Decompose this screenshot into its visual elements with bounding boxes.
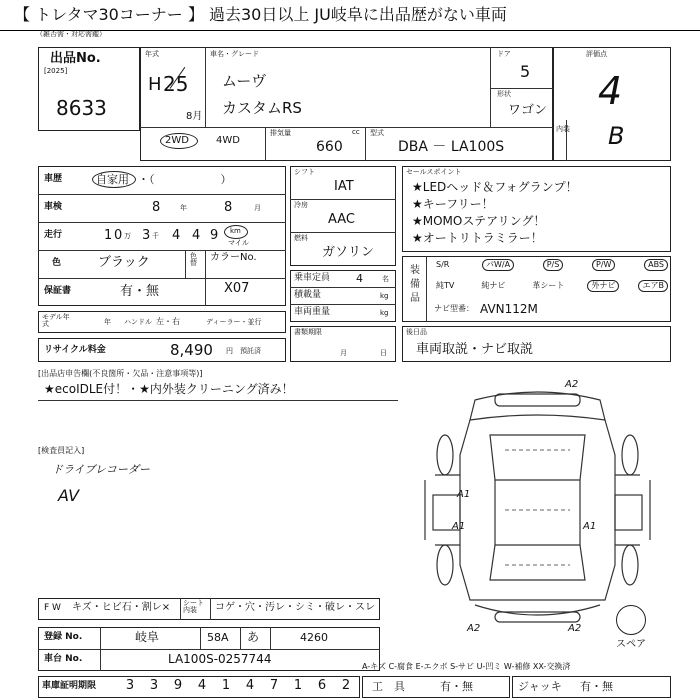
aircon-label: 冷房 — [294, 201, 308, 209]
shift-label: シフト — [294, 168, 315, 176]
cert-digit: 4 — [245, 678, 255, 693]
registration-kana: あ — [247, 630, 260, 644]
inspector-label: [検査員記入] — [38, 446, 85, 455]
shape-value: ワゴン — [508, 103, 548, 118]
sales-points-label: セールスポイント — [406, 168, 462, 176]
history-rest: ・（ ） — [138, 173, 232, 186]
doors-label: ドア — [497, 50, 511, 58]
sales-point-3: ★MOMOステアリング！ — [412, 214, 546, 228]
warranty-value: 有・無 — [120, 284, 160, 299]
type-label: 型式 — [370, 129, 384, 137]
car-diagram — [405, 380, 670, 640]
fw-label: F W — [44, 603, 61, 613]
damage-mark-2: A1 — [452, 521, 466, 532]
registration-region: 岐阜 — [135, 630, 160, 644]
history-selected: 自家用 — [96, 173, 129, 186]
cert-digit: 2 — [341, 678, 351, 693]
equip-tv: 純TV — [436, 281, 455, 290]
equipment-row2 — [432, 280, 668, 292]
cert-digit: 4 — [197, 678, 207, 693]
shaken-year: 8 — [152, 200, 161, 215]
cert-digit: 1 — [293, 678, 303, 693]
header-note: （雑否需・対応需鑑） — [36, 30, 106, 38]
mileage-label: 走行 — [44, 230, 63, 240]
equip-abs: ABS — [644, 259, 668, 271]
fw-value: キズ・ヒビ石・割レ× — [72, 602, 171, 613]
color-code: X07 — [224, 281, 250, 296]
registration-label: 登録 No. — [44, 632, 83, 642]
cert-label: 車庫証明期限 — [42, 681, 97, 691]
displacement-unit: cc — [352, 128, 360, 136]
mileage-u2: 千 — [152, 232, 159, 240]
drive-4wd: 4WD — [216, 135, 240, 146]
seat-label: シート内装 — [183, 599, 204, 614]
lot-year-tag: [2025] — [44, 67, 68, 75]
color-label: 色 — [52, 258, 62, 268]
recycle-value: 8,490 — [170, 341, 213, 359]
score-label: 評価点 — [586, 50, 607, 58]
navi-value: AVN112M — [480, 302, 538, 316]
damage-mark-4: A2 — [565, 379, 579, 390]
cert-digit: 9 — [173, 678, 183, 693]
mileage-d5: 4 — [192, 228, 201, 243]
weight-label: 車両重量 — [294, 307, 331, 317]
load-unit: kg — [380, 292, 389, 300]
equip-ext-navi: 外ナビ — [587, 280, 619, 292]
model-row-handle: ハンドル — [124, 318, 152, 326]
capacity-value: 4 — [356, 272, 363, 285]
cert-digits — [118, 678, 358, 693]
equip-leather: 革シート — [532, 281, 565, 290]
cert-digit: 7 — [269, 678, 279, 693]
year-month: 8月 — [186, 111, 203, 122]
jack-value: 有・無 — [580, 680, 613, 693]
recycle-note: 預託済 — [240, 347, 261, 355]
equipment-row1 — [432, 259, 668, 271]
doc-deadline-day: 日 — [380, 349, 387, 357]
model-name: ムーヴ — [222, 72, 267, 90]
doc-deadline-label: 書類期限 — [294, 328, 322, 336]
history-label: 車歴 — [44, 174, 63, 184]
equip-sr: S/R — [436, 260, 450, 269]
post-fit-label: 後日品 — [406, 328, 427, 336]
sales-point-4: ★オートリトラミラー！ — [412, 231, 543, 245]
fuel-label: 燃料 — [294, 234, 308, 242]
shaken-month-unit: 月 — [254, 204, 261, 212]
shaken-month: 8 — [224, 200, 233, 215]
equipment-label: 装備品 — [410, 265, 420, 304]
banner — [0, 0, 700, 31]
model-row-label: モデル年式 — [42, 313, 70, 328]
sales-point-1: ★LEDヘッド＆フォグランプ！ — [412, 180, 578, 194]
capacity-label: 乗車定員 — [294, 273, 331, 283]
mileage-d6: 9 — [210, 228, 219, 243]
registration-class: 58A — [207, 631, 229, 644]
equip-pw: P/W — [592, 259, 615, 271]
displacement-label: 排気量 — [270, 129, 291, 137]
shaken-year-unit: 年 — [180, 204, 187, 212]
mileage-d2: 0 — [114, 228, 123, 243]
mileage-u1: 万 — [124, 232, 131, 240]
recycle-unit: 円 — [226, 347, 233, 355]
navi-label: ナビ型番： — [434, 304, 474, 313]
shaken-label: 車検 — [44, 202, 63, 212]
mileage-d4: 4 — [172, 228, 181, 243]
mileage-d1: 1 — [104, 228, 113, 243]
shift-value: IAT — [334, 179, 354, 194]
weight-unit: kg — [380, 309, 389, 317]
year-value: 25 — [163, 72, 189, 96]
tools-value: 有・無 — [440, 680, 473, 693]
chassis-value: LA100S-0257744 — [168, 652, 272, 666]
equip-pwa: パW/A — [482, 259, 514, 271]
mileage-unit: km — [230, 227, 241, 235]
equip-ps: P/S — [543, 259, 564, 271]
chassis-label: 車台 No. — [44, 654, 83, 664]
doc-deadline-month: 月 — [340, 349, 347, 357]
cert-digit: 6 — [317, 678, 327, 693]
doors-value: 5 — [520, 62, 531, 81]
cert-digit: 1 — [221, 678, 231, 693]
model-grade: カスタムRS — [222, 99, 302, 117]
load-label: 積載量 — [294, 290, 322, 300]
damage-mark-3: A1 — [583, 521, 597, 532]
drive-2wd: 2WD — [165, 135, 189, 146]
recycle-label: リサイクル料金 — [44, 345, 106, 355]
damage-mark-1: A1 — [457, 489, 471, 500]
registration-number: 4260 — [300, 631, 328, 644]
cert-digit: 3 — [149, 678, 159, 693]
cert-digit: 3 — [125, 678, 135, 693]
mileage-d3: 3 — [142, 228, 151, 243]
notes-label: [出品店申告欄(不良箇所・欠品・注意事項等)] — [38, 369, 203, 378]
interior-label: 内装 — [556, 125, 570, 133]
banner-text: 【 トレタマ30コーナー 】 過去30日以上 JU岐阜に出品歴がない車両 — [14, 5, 507, 24]
inspector-line2: AV — [58, 486, 80, 505]
model-row-year: 年 — [104, 318, 111, 326]
spare-label: スペア — [616, 639, 646, 650]
model-row-lr: 左・右 — [156, 317, 180, 326]
displacement-value: 660 — [316, 139, 343, 155]
fuel-value: ガソリン — [322, 245, 375, 260]
year-label: 年式 — [145, 50, 159, 58]
color-change-label: 色替 — [190, 252, 197, 267]
lot-number: 8633 — [56, 96, 107, 120]
aircon-value: AAC — [328, 212, 355, 227]
tools-label: 工 具 — [372, 680, 405, 693]
type-value: DBA － LA100S — [398, 139, 505, 155]
model-label: 車名・グレード — [210, 50, 259, 58]
damage-mark-6: A2 — [568, 623, 582, 634]
lot-label: 出品No. — [50, 51, 101, 66]
damage-mark-5: A2 — [467, 623, 481, 634]
damage-legend: A-キズ C-腐食 E-エクボ S-サビ U-凹ミ W-補修 XX-交換済 — [362, 662, 571, 671]
seat-value: コゲ・穴・汚レ・シミ・破レ・スレ — [215, 602, 375, 613]
equip-navi: 純ナビ — [481, 281, 506, 290]
inspector-line1: ドライブレコーダー — [52, 463, 150, 476]
shape-label: 形状 — [497, 90, 511, 98]
color-value: ブラック — [98, 255, 150, 270]
notes-value: ★ecoIDLE付！・★内外装クリーニング済み！ — [44, 382, 294, 396]
score-value: 4 — [598, 69, 623, 113]
spare-tire-icon — [616, 605, 646, 635]
year-era: H — [148, 74, 162, 95]
model-row-dealer: ディーラー・並行 — [206, 318, 262, 326]
sales-point-2: ★キーフリー！ — [412, 197, 494, 211]
warranty-label: 保証書 — [44, 286, 72, 296]
interior-value: B — [608, 122, 625, 150]
equip-airbag: エアB — [638, 280, 668, 292]
capacity-unit: 名 — [382, 275, 389, 283]
mileage-unit2: マイル — [228, 239, 249, 247]
jack-label: ジャッキ — [518, 680, 562, 693]
post-fit-value: 車両取説・ナビ取説 — [416, 342, 534, 357]
color-code-label: カラーNo. — [210, 252, 257, 263]
